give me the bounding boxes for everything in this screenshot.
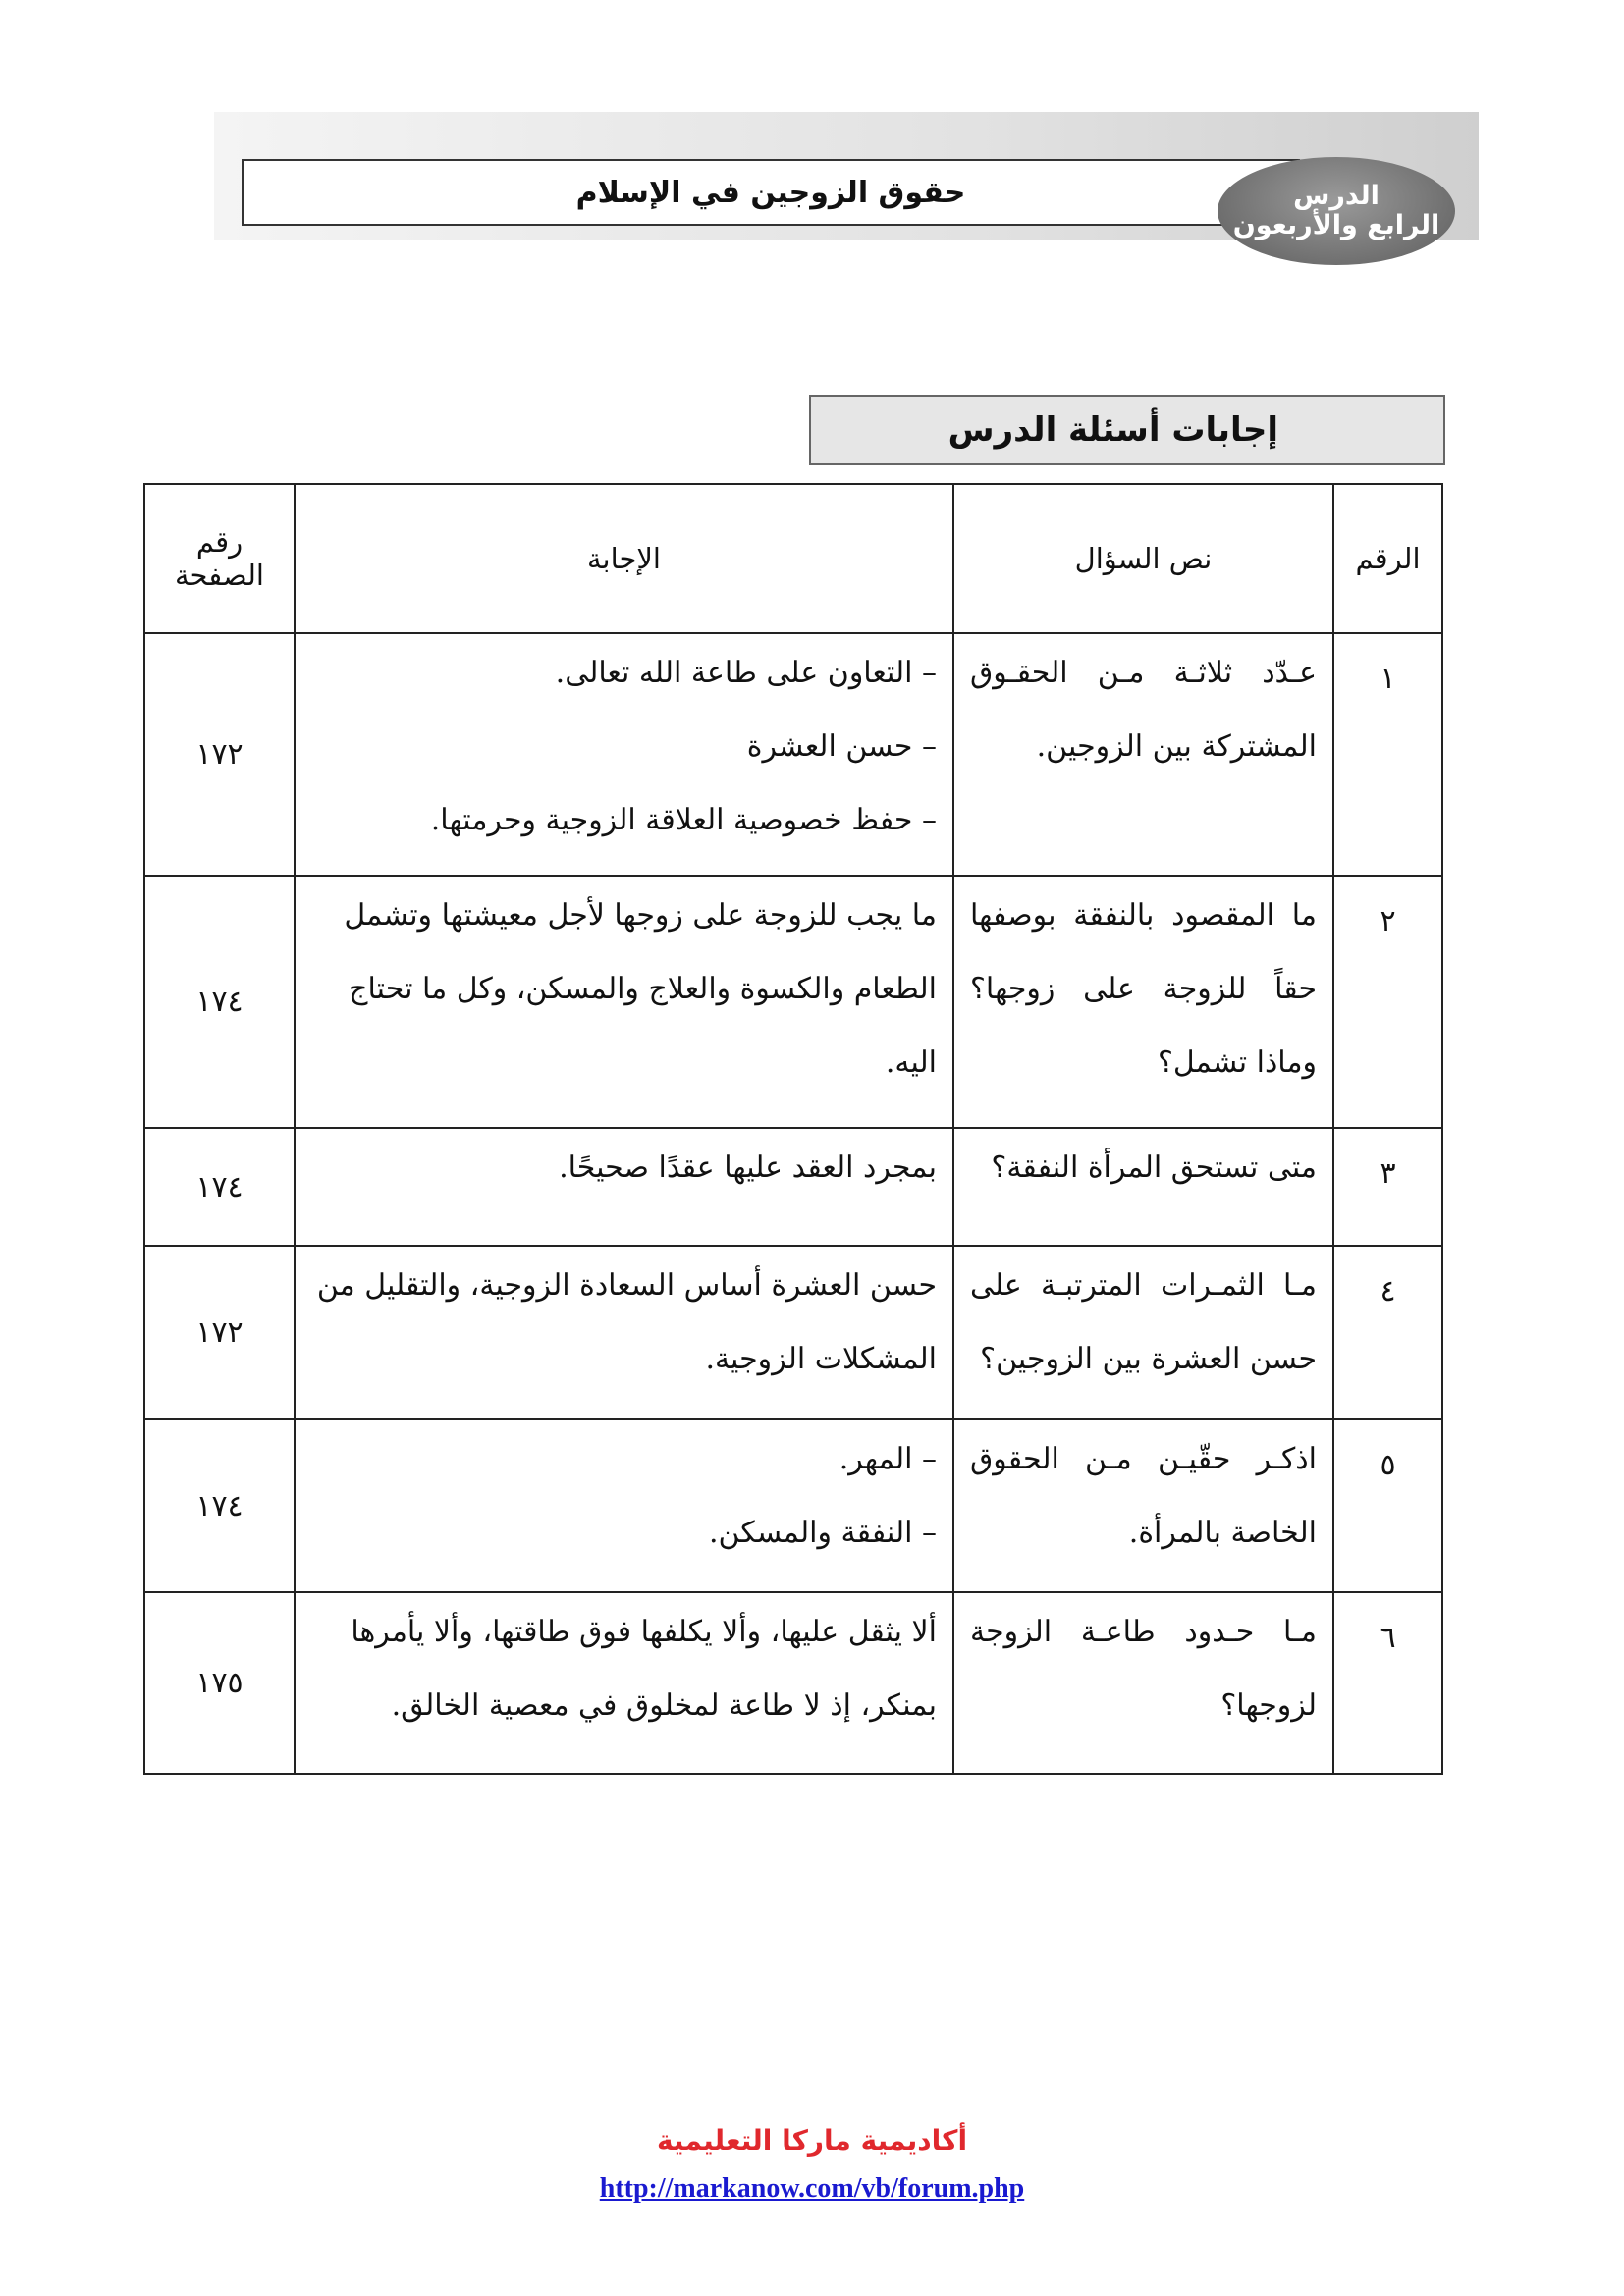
answer-line: بمنكر، إذ لا طاعة لمخلوق في معصية الخالق. bbox=[391, 1688, 937, 1723]
row-number: ٤ bbox=[1333, 1246, 1442, 1419]
row-question: ما المقصود بالنفقة بوصفها حقاً للزوجة على زوجها؟ وماذا تشمل؟ bbox=[953, 876, 1333, 1128]
section-title-box bbox=[809, 395, 1445, 465]
row-page: ١٧٥ bbox=[144, 1592, 295, 1774]
answer-line: المشكلات الزوجية. bbox=[705, 1342, 937, 1376]
table-row bbox=[144, 1246, 1442, 1419]
row-question: مـا حـدود طاعـة الزوجة لزوجها؟ bbox=[953, 1592, 1333, 1774]
answer-line: اليه. bbox=[885, 1045, 937, 1080]
row-number: ٣ bbox=[1333, 1128, 1442, 1246]
row-question: مـا الثمـرات المترتبـة على حسن العشرة بين الزوجين؟ bbox=[953, 1246, 1333, 1419]
table-header-row bbox=[144, 484, 1442, 633]
row-page: ١٧٤ bbox=[144, 1419, 295, 1592]
table-row bbox=[144, 1419, 1442, 1592]
answer-line: – النفقة والمسكن. bbox=[708, 1516, 937, 1550]
answer-line: حسن العشرة أساس السعادة الزوجية، والتقليل من bbox=[316, 1268, 937, 1303]
row-question: اذكـر حقّيـن مـن الحقوق الخاصة بالمرأة. bbox=[953, 1419, 1333, 1592]
row-page: ١٧٤ bbox=[144, 1128, 295, 1246]
table-row bbox=[144, 876, 1442, 1128]
row-answer bbox=[295, 1128, 953, 1246]
row-page: ١٧٢ bbox=[144, 633, 295, 876]
row-answer bbox=[295, 876, 953, 1128]
header-page bbox=[144, 484, 295, 633]
answer-line: ألا يثقل عليها، وألا يكلفها فوق طاقتها، وألا يأمرها bbox=[351, 1615, 937, 1649]
header-answer: الإجابة bbox=[295, 484, 953, 633]
lesson-badge bbox=[1218, 157, 1455, 265]
row-question: عـدّد ثلاثـة مـن الحقـوق المشتركة بين الزوجين. bbox=[953, 633, 1333, 876]
answer-line: – حفظ خصوصية العلاقة الزوجية وحرمتها. bbox=[430, 803, 937, 837]
row-question: متى تستحق المرأة النفقة؟ bbox=[953, 1128, 1333, 1246]
lesson-title: حقوق الزوجين في الإسلام bbox=[575, 175, 966, 210]
row-number: ٥ bbox=[1333, 1419, 1442, 1592]
footer-url-link[interactable]: http://markanow.com/vb/forum.php bbox=[599, 2173, 1025, 2204]
answer-line: – حسن العشرة bbox=[746, 729, 937, 764]
row-number: ١ bbox=[1333, 633, 1442, 876]
row-number: ٢ bbox=[1333, 876, 1442, 1128]
row-answer bbox=[295, 1419, 953, 1592]
header-page-line1: رقم bbox=[195, 525, 244, 559]
header-number: الرقم bbox=[1333, 484, 1442, 633]
answer-line: ما يجب للزوجة على زوجها لأجل معيشتها وتشمل bbox=[344, 898, 937, 933]
answer-line: – التعاون على طاعة الله تعالى. bbox=[555, 656, 937, 690]
row-number: ٦ bbox=[1333, 1592, 1442, 1774]
row-page: ١٧٢ bbox=[144, 1246, 295, 1419]
answers-table bbox=[143, 483, 1443, 1775]
answer-line: – المهر. bbox=[839, 1442, 937, 1476]
footer-academy-name: أكاديمية ماركا التعليمية bbox=[656, 2124, 968, 2157]
lesson-number: الرابع والأربعون bbox=[1232, 210, 1440, 240]
header-question: نص السؤال bbox=[953, 484, 1333, 633]
row-answer bbox=[295, 1246, 953, 1419]
table-row bbox=[144, 1128, 1442, 1246]
section-title: إجابات أسئلة الدرس bbox=[947, 410, 1278, 450]
table-row bbox=[144, 1592, 1442, 1774]
row-page: ١٧٤ bbox=[144, 876, 295, 1128]
lesson-title-box bbox=[242, 159, 1300, 226]
answer-line: الطعام والكسوة والعلاج والمسكن، وكل ما تحتاج bbox=[349, 972, 937, 1006]
table-row bbox=[144, 633, 1442, 876]
row-answer bbox=[295, 633, 953, 876]
header-page-line2: الصفحة bbox=[175, 559, 264, 592]
answer-line: بمجرد العقد عليها عقدًا صحيحًا. bbox=[559, 1150, 937, 1185]
lesson-label: الدرس bbox=[1293, 181, 1380, 212]
row-answer bbox=[295, 1592, 953, 1774]
